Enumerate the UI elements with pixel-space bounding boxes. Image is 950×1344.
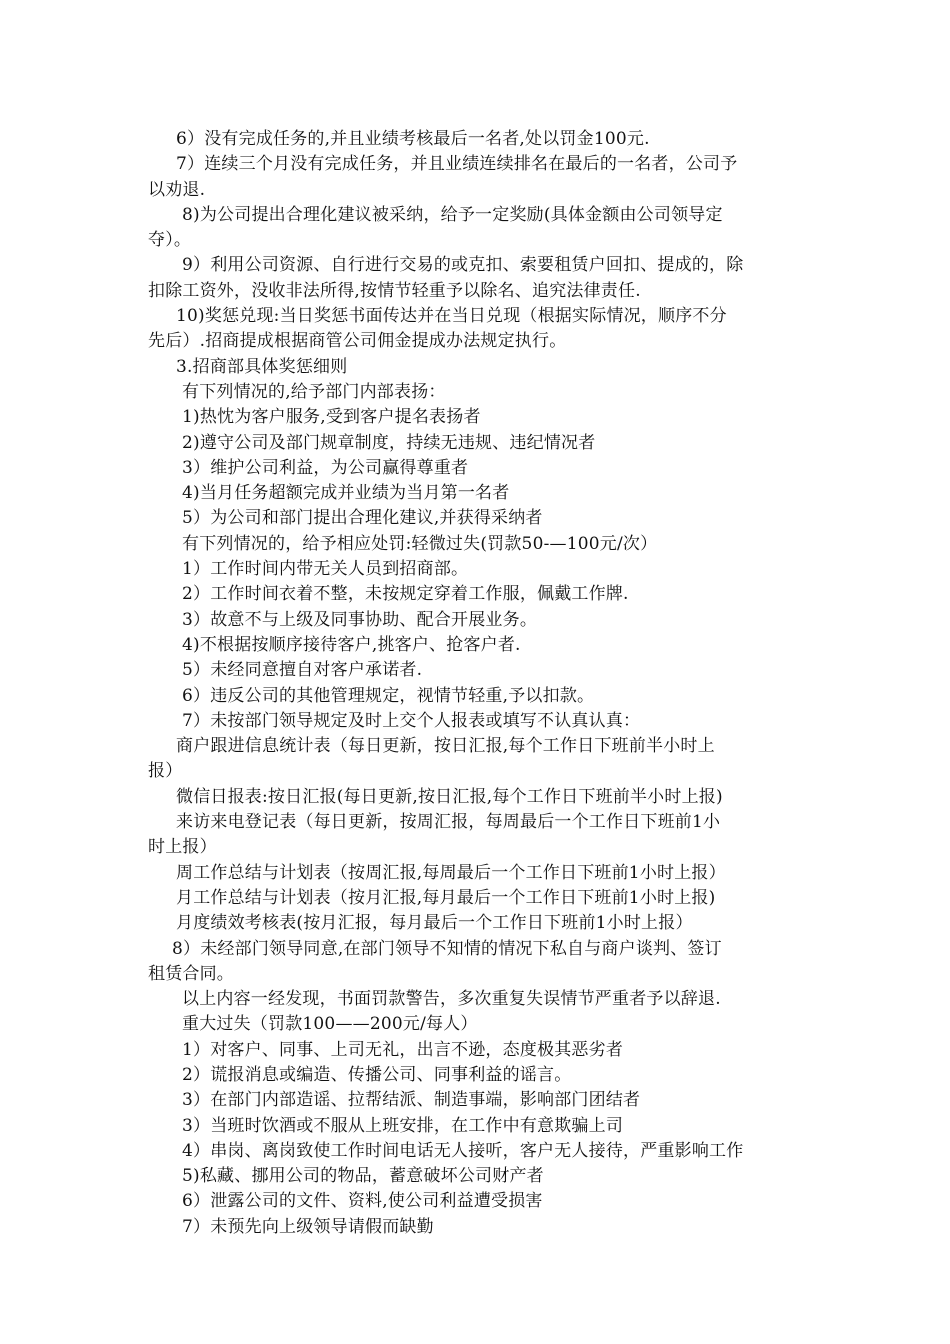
text-line: 1)热忱为客户服务,受到客户提名表扬者 <box>182 407 481 428</box>
text-line: 3.招商部具体奖惩细则 <box>176 356 348 377</box>
text-line: 有下列情况的,给予部门内部表扬： <box>182 381 446 402</box>
text-line: 重大过失（罚款100——200元/每人） <box>182 1014 478 1035</box>
text-line: 5)私藏、挪用公司的物品，蓄意破坏公司财产者 <box>182 1166 544 1187</box>
text-line: 先后）.招商提成根据商管公司佣金提成办法规定执行。 <box>148 331 567 352</box>
text-line: 4)当月任务超额完成并业绩为当月第一名者 <box>182 483 510 504</box>
text-line: 报） <box>148 761 183 782</box>
text-line: 4)不根据按顺序接待客户,挑客户、抢客户者. <box>182 634 521 655</box>
text-line: 月工作总结与计划表（按月汇报,每月最后一个工作日下班前1小时上报) <box>176 887 716 908</box>
text-line: 1）工作时间内带无关人员到招商部。 <box>182 559 469 580</box>
text-line: 以上内容一经发现，书面罚款警告，多次重复失误情节严重者予以辞退. <box>182 989 721 1010</box>
text-line: 3）在部门内部造谣、拉帮结派、制造事端，影响部门团结者 <box>182 1090 641 1111</box>
text-line: 3）故意不与上级及同事协助、配合开展业务。 <box>182 609 538 630</box>
text-line: 9）利用公司资源、自行进行交易的或克扣、索要租赁户回扣、提成的，除 <box>182 255 744 276</box>
text-line: 扣除工资外，没收非法所得,按情节轻重予以除名、追究法律责任. <box>148 280 641 301</box>
text-line: 8）未经部门领导同意,在部门领导不知情的情况下私自与商户谈判、签订 <box>172 938 722 959</box>
text-line: 夺）。 <box>148 230 192 251</box>
document-body <box>148 127 808 1240</box>
text-line: 6）泄露公司的文件、资料,使公司利益遭受损害 <box>182 1191 543 1212</box>
text-line: 周工作总结与计划表（按周汇报,每周最后一个工作日下班前1小时上报） <box>176 862 726 883</box>
text-line: 8)为公司提出合理化建议被采纳，给予一定奖励(具体金额由公司领导定 <box>182 204 723 225</box>
text-line: 以劝退. <box>148 179 206 200</box>
text-line: 月度绩效考核表(按月汇报，每月最后一个工作日下班前1小时上报） <box>176 913 693 934</box>
text-line: 来访来电登记表（每日更新，按周汇报，每周最后一个工作日下班前1小 <box>176 812 721 833</box>
text-line: 10)奖惩兑现:当日奖惩书面传达并在当日兑现（根据实际情况，顺序不分 <box>176 306 727 327</box>
text-line: 3）当班时饮酒或不服从上班安排，在工作中有意欺骗上司 <box>182 1115 624 1136</box>
text-line: 7）未按部门领导规定及时上交个人报表或填写不认真认真： <box>182 710 641 731</box>
text-line: 6）没有完成任务的,并且业绩考核最后一名者,处以罚金100元. <box>176 129 650 149</box>
text-line: 2)遵守公司及部门规章制度，持续无违规、违纪情况者 <box>182 432 596 453</box>
text-line: 1）对客户、同事、上司无礼，出言不逊，态度极其恶劣者 <box>182 1039 624 1060</box>
text-line: 2）谎报消息或编造、传播公司、同事利益的谣言。 <box>182 1064 572 1085</box>
text-line: 时上报） <box>148 837 217 858</box>
text-line: 有下列情况的，给予相应处罚:轻微过失(罚款50-—100元/次） <box>182 533 658 554</box>
text-line: 3）维护公司利益，为公司赢得尊重者 <box>182 457 469 478</box>
text-line: 商户跟进信息统计表（每日更新，按日汇报,每个工作日下班前半小时上 <box>176 736 715 757</box>
text-line: 租赁合同。 <box>148 963 234 984</box>
text-line: 5）为公司和部门提出合理化建议,并获得采纳者 <box>182 508 543 529</box>
text-line: 4）串岗、离岗致使工作时间电话无人接听，客户无人接待，严重影响工作 <box>182 1140 744 1161</box>
text-line: 5）未经同意擅自对客户承诺者. <box>182 660 423 681</box>
text-line: 7）连续三个月没有完成任务，并且业绩连续排名在最后的一名者，公司予 <box>176 154 738 175</box>
text-line: 2）工作时间衣着不整，未按规定穿着工作服，佩戴工作牌. <box>182 584 629 605</box>
text-line: 6）违反公司的其他管理规定，视情节轻重,予以扣款。 <box>182 685 595 706</box>
text-line: 7）未预先向上级领导请假而缺勤 <box>182 1216 434 1237</box>
text-line: 微信日报表:按日汇报(每日更新,按日汇报,每个工作日下班前半小时上报) <box>176 786 723 807</box>
